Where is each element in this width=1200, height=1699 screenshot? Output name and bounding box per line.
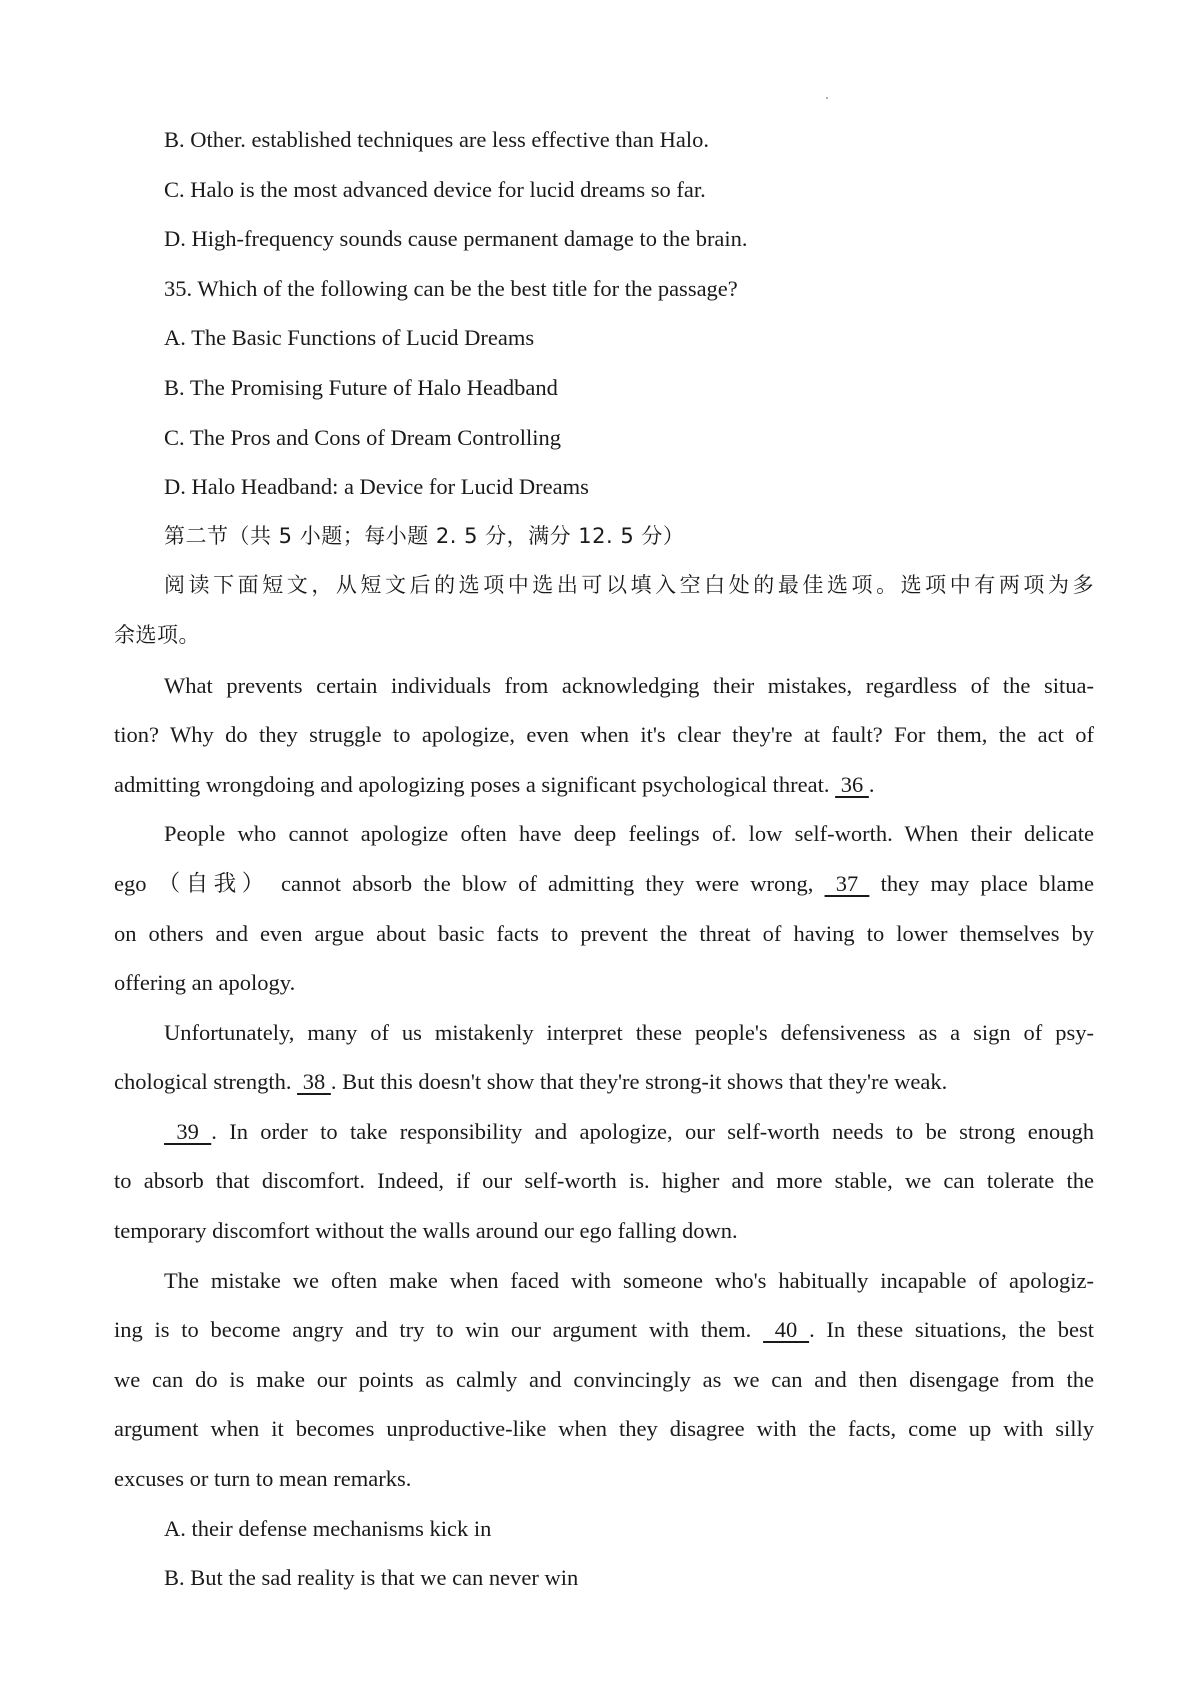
passage-text: chological strength.: [114, 1069, 292, 1095]
answer-options: [114, 1504, 1094, 1603]
passage-line: excuses or turn to mean remarks.: [114, 1466, 412, 1492]
q35-stem: 35. Which of the following can be the best title for the passage?: [164, 275, 738, 301]
section-instruction-line-1: 阅读下面短文，从短文后的选项中选出可以填入空白处的最佳选项。选项中有两项为多: [164, 573, 1094, 598]
passage-line: argument when it becomes unproductive-like when they disagree with the facts, come up with silly: [114, 1416, 1094, 1442]
passage-line: The mistake we often make when faced with someone who's habitually incapable of apologiz-: [164, 1267, 1094, 1293]
question-35: [114, 264, 1094, 512]
reading-passage: [114, 661, 1094, 1504]
passage-line: [114, 1107, 1094, 1157]
passage-text: . In these situations, the best: [809, 1317, 1095, 1343]
passage-line: [114, 859, 1094, 909]
q35-option-c: C. The Pros and Cons of Dream Controlling: [164, 424, 562, 450]
passage-line: we can do is make our points as calmly and convincingly as we can and then disengage from the: [114, 1366, 1094, 1392]
q35-option-b: B. The Promising Future of Halo Headband: [164, 374, 558, 400]
passage-text: .: [868, 771, 875, 797]
passage-line: [114, 760, 1094, 810]
passage-line: on others and even argue about basic facts to prevent the threat of having to lower themselves by: [114, 920, 1094, 946]
blank-38: 38: [297, 1069, 331, 1095]
q35-option-a: A. The Basic Functions of Lucid Dreams: [164, 325, 535, 351]
blank-39: 39: [164, 1118, 212, 1144]
passage-line: temporary discomfort without the walls around our ego falling down.: [114, 1218, 738, 1244]
passage-line: Unfortunately, many of us mistakenly interpret these people's defensiveness as a sign of psy-: [164, 1019, 1094, 1045]
section-instruction-line-2: 余选项。: [114, 622, 200, 647]
passage-line: [114, 1057, 1094, 1107]
passage-line: [114, 1305, 1094, 1355]
passage-text: admitting wrongdoing and apologizing poses a significant psychological threat.: [114, 771, 830, 797]
q35-option-d: D. Halo Headband: a Device for Lucid Dreams: [164, 474, 589, 500]
section-heading: 第二节（共 5 小题；每小题 2. 5 分，满分 12. 5 分）: [164, 523, 685, 548]
q34-option-b: B. Other. established techniques are less effective than Halo.: [164, 127, 710, 152]
blank-40: 40: [763, 1317, 810, 1343]
answer-option-a: A. their defense mechanisms kick in: [164, 1515, 492, 1541]
passage-line: tion? Why do they struggle to apologize, even when it's clear they're at fault? For them, the act of: [114, 722, 1094, 748]
passage-line: offering an apology.: [114, 970, 296, 996]
passage-text: they may place blame: [880, 870, 1094, 896]
passage-line: What prevents certain individuals from acknowledging their mistakes, regardless of the situa-: [164, 672, 1094, 698]
q34-options: [114, 115, 1094, 264]
passage-text: ing is to become angry and try to win our argument with them.: [114, 1317, 752, 1343]
blank-37: 37: [824, 870, 870, 896]
passage-line: to absorb that discomfort. Indeed, if our self-worth is. higher and more stable, we can tolerate the: [114, 1168, 1094, 1194]
answer-option-b: B. But the sad reality is that we can never win: [164, 1565, 579, 1591]
passage-text: . But this doesn't show that they're strong-it shows that they're weak.: [330, 1069, 948, 1095]
q34-option-d: D. High-frequency sounds cause permanent damage to the brain.: [164, 226, 748, 252]
blank-36: 36: [835, 771, 869, 797]
passage-text: . In order to take responsibility and apologize, our self-worth needs to be strong enough: [211, 1118, 1094, 1144]
passage-line: People who cannot apologize often have deep feelings of. low self-worth. When their delicate: [164, 821, 1094, 847]
passage-text: ego （自我） cannot absorb the blow of admitting they were wrong,: [114, 870, 814, 896]
exam-page: [114, 0, 1094, 1603]
q34-option-c: C. Halo is the most advanced device for lucid dreams so far.: [164, 176, 706, 202]
section-2: [114, 512, 1094, 661]
